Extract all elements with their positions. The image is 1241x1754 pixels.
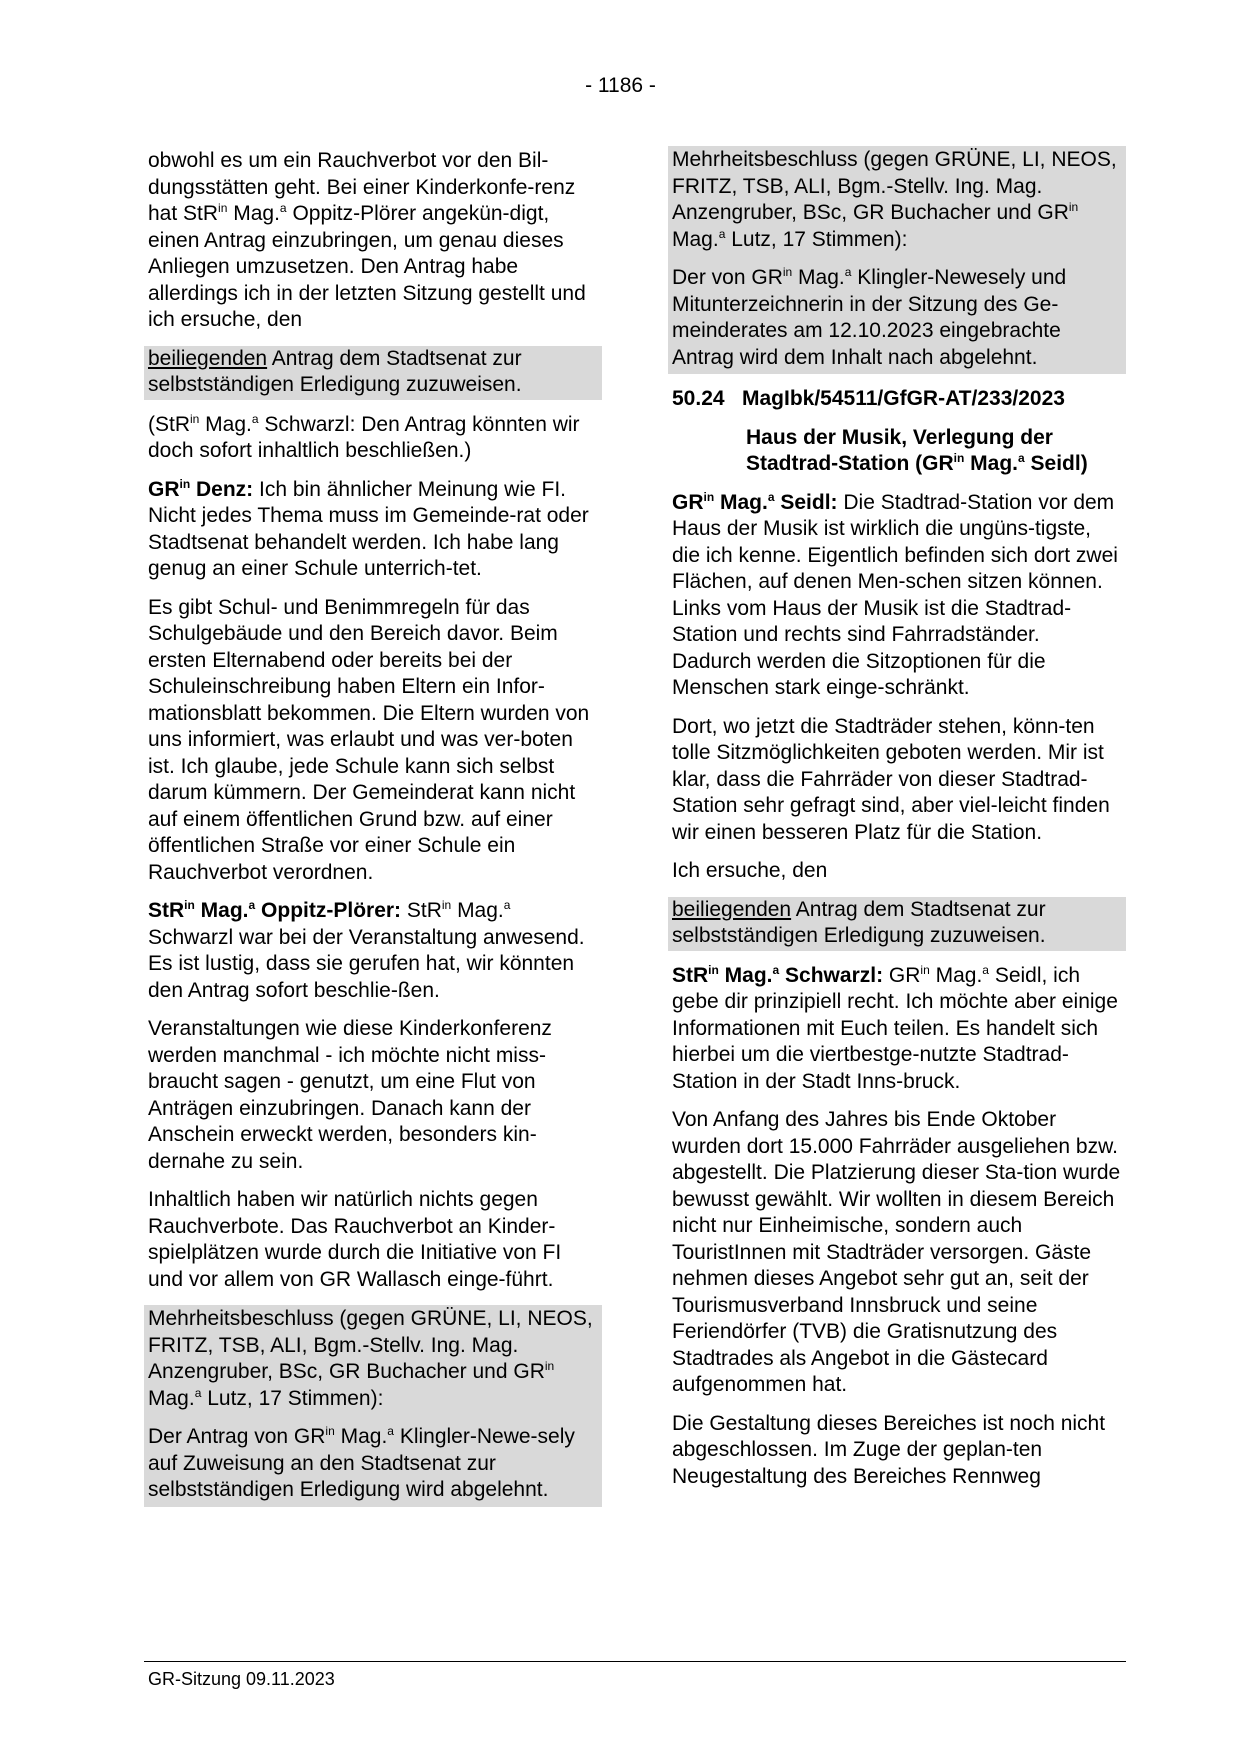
left-column: [148, 148, 598, 1519]
resolution-result: Der von $GR^{in}$ Mag.$^a$ Klingler-Newesely und Mitunterzeichnerin in der Sitzung des Ge-meinderates am 12.10.2023 eingebrachte Antrag wird dem Inhalt nach abgelehnt.: [672, 265, 1067, 369]
paragraph: (StR$^{in}$ Mag.$^a$ Schwarzl: Den Antrag könnten wir doch sofort inhaltlich beschließen.): [148, 411, 580, 462]
footer-divider: [144, 1661, 1126, 1662]
agenda-item-heading: [672, 386, 1122, 413]
speaker-name: StR$^{in}$ Mag.$^a$ Oppitz-Plörer:: [148, 898, 402, 922]
shaded-motion-block: beiliegenden Antrag dem Stadtsenat zur selbstständigen Erledigung zuzuweisen.: [668, 897, 1126, 951]
agenda-item-number: 50.24: [672, 387, 725, 410]
speech-paragraph: StR$^{in}$ Mag.$^a$ Oppitz-Plörer: StR$^{in}$ Mag.$^a$ Schwarzl war bei der Veranstaltung anwesend. Es ist lustig, dass sie gerufen hat, wir könnten den Antrag sofort beschlie-ßen.: [148, 898, 585, 1002]
underlined-word: beiliegenden: [148, 346, 268, 370]
paragraph: Von Anfang des Jahres bis Ende Oktober wurden dort 15.000 Fahrräder ausgeliehen bzw. abgestellt. Die Platzierung dieser Sta-tion wurde bewusst gewählt. Wir wollten in diesem Bereich nicht nur Einheimische, sondern auch TouristInnen mit Stadträder versorgen. Gäste nehmen dieses Angebot sehr gut an, seit der Tourismusverband Innsbruck und seine Feriendörfer (TVB) die Gratisnutzung des Stadtrades als Angebot in die Gästecard aufgenommen hat.: [672, 1108, 1121, 1396]
paragraph: Dort, wo jetzt die Stadträder stehen, könn-ten tolle Sitzmöglichkeiten geboten werden. Mir ist klar, dass die Fahrräder von dieser Stadtrad-Station sehr gefragt sind, aber viel-leicht finden wir einen besseren Platz für die Station.: [672, 714, 1110, 844]
shaded-resolution-block: [668, 146, 1126, 374]
paragraph: Inhaltlich haben wir natürlich nichts gegen Rauchverbote. Das Rauchverbot an Kinder-spielplätzen wurde durch die Initiative von FI und vor allem von GR Wallasch einge-führt.: [148, 1188, 562, 1291]
speech-paragraph: $GR^{in}$ Mag.$^a$ Seidl: Die Stadtrad-Station vor dem Haus der Musik ist wirklich die ungüns-tigste, die ich kenne. Eigentlich befinden sich dort zwei Flächen, auf denen Men-schen sitzen können. Links vom Haus der Musik ist die Stadtrad-Station und rechts sind Fahrradständer. Dadurch werden die Sitzoptionen für die Menschen stark einge-schränkt.: [672, 489, 1118, 699]
underlined-word: beiliegenden: [672, 897, 792, 921]
resolution-text: Mehrheitsbeschluss (gegen GRÜNE, LI, NEOS, FRITZ, TSB, ALI, Bgm.-Stellv. Ing. Mag. Anzengruber, BSc, GR Buchacher und $GR^{in}$ Mag.$^a$ Lutz, 17 Stimmen):: [672, 148, 1117, 251]
paragraph: Es gibt Schul- und Benimmregeln für das Schulgebäude und den Bereich davor. Beim ersten Elternabend oder bereits bei der Schuleinschreibung haben Eltern ein Infor-mationsblatt bekommen. Die Eltern wurden von uns informiert, was erlaubt und was ver-boten ist. Ich glaube, jede Schule kann sich selbst darum kümmern. Der Gemeinderat kann nicht auf einem öffentlichen Grund bzw. auf einer öffentlichen Straße vor einer Schule ein Rauchverbot verordnen.: [148, 595, 590, 884]
page-number: - 1186 -: [585, 74, 656, 97]
speech-paragraph: $GR^{in}$ Denz: Ich bin ähnlicher Meinung wie FI. Nicht jedes Thema muss im Gemeinde-rat oder Stadtsenat behandelt werden. Ich habe lang genug an einer Schule unterrich-tet.: [148, 476, 589, 580]
agenda-item-ref: MagIbk/54511/GfGR-AT/233/2023: [742, 387, 1065, 410]
agenda-item-title: Haus der Musik, Verlegung der Stadtrad-Station ($GR^{in}$ Mag.$^a$ Seidl): [746, 425, 1088, 475]
resolution-result: Der Antrag von $GR^{in}$ Mag.$^a$ Klingler-Newe-sely auf Zuweisung an den Stadtsenat zur selbstständigen Erledigung wird abgelehnt.: [148, 1424, 575, 1501]
speech-paragraph: StR$^{in}$ Mag.$^a$ Schwarzl: $GR^{in}$ Mag.$^a$ Seidl, ich gebe dir prinzipiell recht. Ich möchte aber einige Informationen mit Euch teilen. Es handelt sich hierbei um die viertbestge-nutzte Stadtrad-Station in der Stadt Inns-bruck.: [672, 962, 1118, 1093]
shaded-motion-block: beiliegenden Antrag dem Stadtsenat zur selbstständigen Erledigung zuzuweisen.: [144, 346, 602, 400]
speaker-name: $GR^{in}$ Mag.$^a$ Seidl:: [672, 489, 838, 514]
shaded-resolution-block: [144, 1305, 602, 1507]
speaker-name: StR$^{in}$ Mag.$^a$ Schwarzl:: [672, 962, 884, 987]
footer-text: GR-Sitzung 09.11.2023: [148, 1669, 335, 1689]
paragraph: obwohl es um ein Rauchverbot vor den Bil-dungsstätten geht. Bei einer Kinderkonfe-renz hat StR$^{in}$ Mag.$^a$ Oppitz-Plörer angekün-digt, einen Antrag einzubringen, um genau dieses Anliegen umzusetzen. Den Antrag habe allerdings ich in der letzten Sitzung gestellt und ich ersuche, den: [148, 149, 586, 331]
resolution-text: Mehrheitsbeschluss (gegen GRÜNE, LI, NEOS, FRITZ, TSB, ALI, Bgm.-Stellv. Ing. Mag. Anzengruber, BSc, GR Buchacher und $GR^{in}$ Mag.$^a$ Lutz, 17 Stimmen):: [148, 1307, 593, 1410]
paragraph: Ich ersuche, den: [672, 859, 828, 882]
right-column: [672, 148, 1122, 1502]
speaker-name: $GR^{in}$ Denz:: [148, 476, 254, 501]
paragraph: Veranstaltungen wie diese Kinderkonferenz werden manchmal - ich möchte nicht miss-braucht sagen - genutzt, um eine Flut von Anträgen einzubringen. Danach kann der Anschein erweckt werden, besonders kin-dernahe zu sein.: [148, 1017, 552, 1173]
paragraph: Die Gestaltung dieses Bereiches ist noch nicht abgeschlossen. Im Zuge der geplan-ten Neugestaltung des Bereiches Rennweg: [672, 1411, 1106, 1488]
